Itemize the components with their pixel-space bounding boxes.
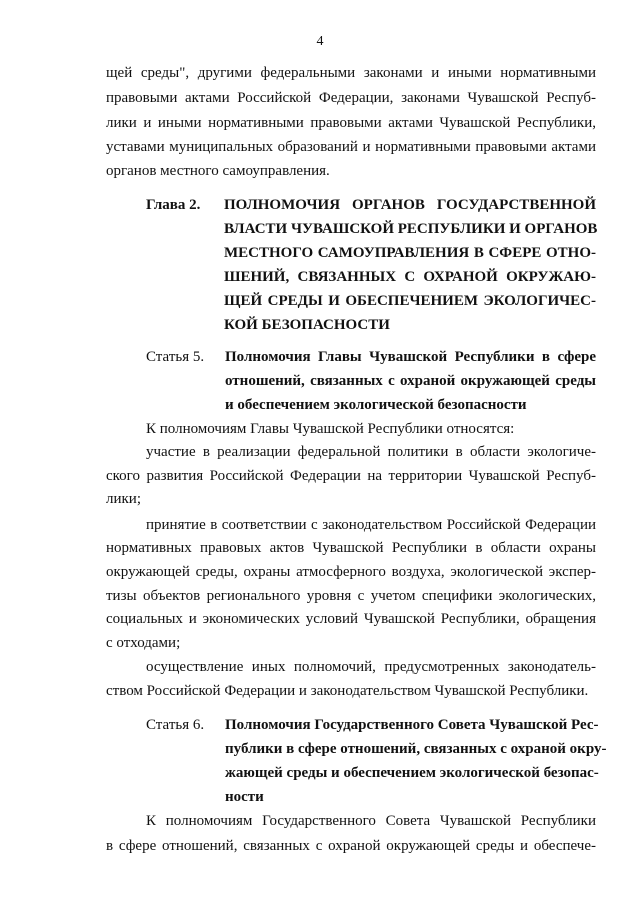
article5-item1-line-2: ского развития Российской Федерации на территории Чувашской Респуб- [106,468,596,484]
article5-lead: К полномочиям Главы Чувашской Республики относятся: [146,421,515,437]
article5-item1-line-1: участие в реализации федеральной политики в области экологиче- [146,444,596,460]
intro-line-1: щей среды", другими федеральными законами и иными нормативными [106,65,596,81]
article5-title-line-3: и обеспечением экологической безопасности [225,397,527,413]
chapter-title-line-4: ШЕНИЙ, СВЯЗАННЫХ С ОХРАНОЙ ОКРУЖАЮ- [224,269,596,285]
intro-line-3: лики и иными нормативными правовыми актами Чувашской Республики, [106,115,596,131]
article5-item3-line-2: ством Российской Федерации и законодательством Чувашской Республики. [106,683,589,699]
article5-title-line-1: Полномочия Главы Чувашской Республики в сфере [225,349,596,365]
article6-title-line-3: жающей среды и обеспечением экологической безопас- [225,765,599,781]
intro-line-4: уставами муниципальных образований и нормативными правовыми актами [106,139,596,155]
article6-label: Статья 6. [146,717,205,733]
article5-item1-line-3: лики; [106,491,141,507]
intro-line-2: правовыми актами Российской Федерации, законами Чувашской Респуб- [106,90,596,106]
chapter-title-line-2: ВЛАСТИ ЧУВАШСКОЙ РЕСПУБЛИКИ И ОРГАНОВ [224,221,598,237]
chapter-title-line-6: КОЙ БЕЗОПАСНОСТИ [224,317,390,333]
article6-title-line-4: ности [225,789,264,805]
article5-item2-line-2: нормативных правовых актов Чувашской Республики в области охраны [106,540,596,556]
article5-label: Статья 5. [146,349,205,365]
chapter-label: Глава 2. [146,197,201,213]
chapter-title-line-5: ЩЕЙ СРЕДЫ И ОБЕСПЕЧЕНИЕМ ЭКОЛОГИЧЕС- [224,293,596,309]
article5-item3-line-1: осуществление иных полномочий, предусмотренных законодатель- [146,659,596,675]
article6-title-line-1: Полномочия Государственного Совета Чувашской Рес- [225,717,599,733]
article5-item2-line-1: принятие в соответствии с законодательством Российской Федерации [146,517,596,533]
chapter-title-line-1: ПОЛНОМОЧИЯ ОРГАНОВ ГОСУДАРСТВЕННОЙ [224,197,596,213]
article5-title-line-2: отношений, связанных с охраной окружающей среды [225,373,596,389]
article5-item2-line-4: тизы объектов регионального уровня с учетом специфики экологических, [106,588,596,604]
article5-item2-line-3: окружающей среды, охраны атмосферного воздуха, экологической экспер- [106,564,596,580]
article6-title-line-2: публики в сфере отношений, связанных с охраной окру- [225,741,607,757]
chapter-title-line-3: МЕСТНОГО САМОУПРАВЛЕНИЯ В СФЕРЕ ОТНО- [224,245,596,261]
article5-item2-line-6: с отходами; [106,635,181,651]
page-number: 4 [316,34,324,49]
article6-body-line-1: К полномочиям Государственного Совета Чувашской Республики [146,813,596,829]
article6-body-line-2: в сфере отношений, связанных с охраной окружающей среды и обеспече- [106,838,596,854]
article5-item2-line-5: социальных и экономических условий Чувашской Республики, обращения [106,611,596,627]
intro-line-5: органов местного самоуправления. [106,163,330,179]
